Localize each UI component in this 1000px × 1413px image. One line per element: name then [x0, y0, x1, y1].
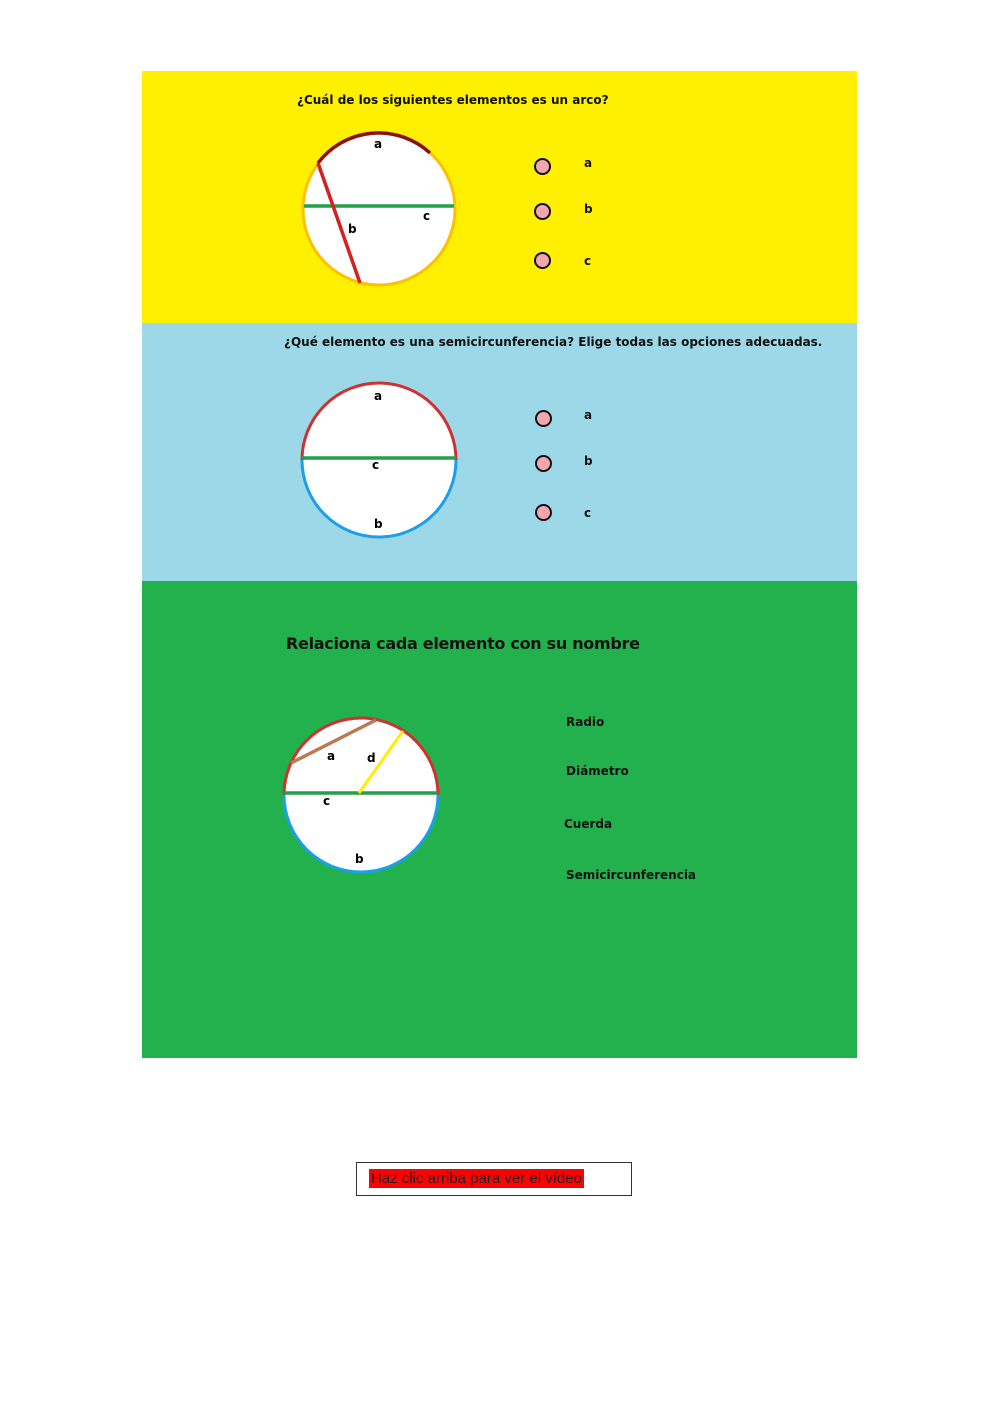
match-term-radio[interactable]: Radio — [566, 715, 605, 729]
video-link-text: Haz clic arriba para ver el vídeo — [371, 1170, 582, 1187]
diagram-label-d: d — [367, 751, 376, 765]
option-label-a: a — [584, 408, 593, 422]
diagram-label-a: a — [374, 389, 383, 403]
option-label-b: b — [584, 202, 593, 216]
option-label-b: b — [584, 454, 593, 468]
diagram-label-b: b — [355, 852, 364, 866]
matching-title: Relaciona cada elemento con su nombre — [286, 634, 640, 653]
diagram-label-c: c — [323, 794, 331, 808]
diagram-label-c: c — [423, 209, 431, 223]
video-link-button[interactable] — [356, 1162, 632, 1196]
question-text: ¿Qué elemento es una semicircunferencia? Elige todas las opciones adecuadas. — [284, 335, 823, 349]
match-term-cuerda[interactable]: Cuerda — [564, 817, 613, 831]
diagram-label-c: c — [372, 458, 380, 472]
diagram-label-a: a — [327, 749, 336, 763]
option-label-c: c — [584, 506, 592, 520]
option-label-a: a — [584, 156, 593, 170]
match-term-diametro[interactable]: Diámetro — [566, 764, 629, 778]
option-label-c: c — [584, 254, 592, 268]
match-term-semicircunferencia[interactable]: Semicircunferencia — [566, 868, 697, 882]
diagram-label-a: a — [374, 137, 383, 151]
diagram-label-b: b — [348, 222, 357, 236]
question-text: ¿Cuál de los siguientes elementos es un arco? — [297, 93, 609, 107]
diagram-label-b: b — [374, 517, 383, 531]
